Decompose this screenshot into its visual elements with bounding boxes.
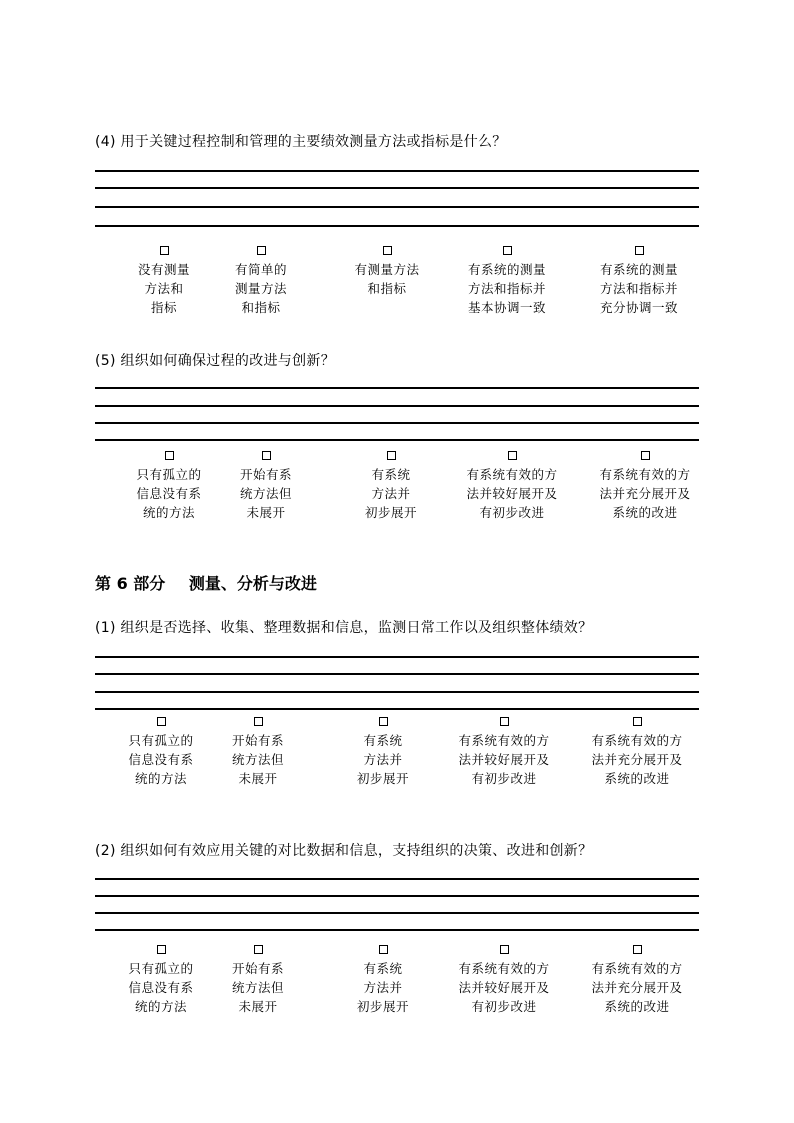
checkbox[interactable] bbox=[635, 246, 644, 255]
option-label: 有系统 方法并 初步展开 bbox=[356, 961, 409, 1014]
checkbox[interactable] bbox=[157, 717, 166, 726]
rating-option bbox=[191, 243, 331, 317]
question-number: (4) bbox=[95, 134, 116, 150]
rating-option bbox=[188, 714, 328, 788]
answer-line[interactable] bbox=[95, 225, 699, 227]
rating-option bbox=[317, 243, 457, 298]
rating-option bbox=[567, 714, 707, 788]
question-2 bbox=[95, 842, 592, 860]
answer-line[interactable] bbox=[95, 708, 699, 710]
checkbox[interactable] bbox=[508, 451, 517, 460]
checkbox[interactable] bbox=[500, 945, 509, 954]
rating-option bbox=[313, 714, 453, 788]
checkbox[interactable] bbox=[379, 717, 388, 726]
option-label: 开始有系 统方法但 未展开 bbox=[231, 961, 284, 1014]
checkbox[interactable] bbox=[254, 945, 263, 954]
answer-line[interactable] bbox=[95, 422, 699, 424]
option-label: 有简单的 测量方法 和指标 bbox=[234, 262, 287, 315]
option-label: 有系统的测量 方法和指标并 充分协调一致 bbox=[599, 262, 678, 315]
checkbox[interactable] bbox=[157, 945, 166, 954]
option-label: 开始有系 统方法但 未展开 bbox=[231, 733, 284, 786]
option-label: 有系统有效的方 法并充分展开及 系统的改进 bbox=[599, 467, 691, 520]
checkbox[interactable] bbox=[165, 451, 174, 460]
checkbox[interactable] bbox=[160, 246, 169, 255]
option-label: 只有孤立的 信息没有系 统的方法 bbox=[136, 467, 202, 520]
question-4 bbox=[95, 133, 507, 151]
rating-option bbox=[567, 942, 707, 1016]
question-number: (5) bbox=[95, 353, 116, 369]
option-label: 有系统 方法并 初步展开 bbox=[364, 467, 417, 520]
section-number: 第 6 部分 bbox=[95, 574, 166, 593]
option-label: 有测量方法 和指标 bbox=[354, 262, 420, 296]
option-label: 有系统有效的方 法并较好展开及 有初步改进 bbox=[458, 961, 550, 1014]
answer-line[interactable] bbox=[95, 405, 699, 407]
option-label: 有系统 方法并 初步展开 bbox=[356, 733, 409, 786]
option-label: 只有孤立的 信息没有系 统的方法 bbox=[128, 733, 194, 786]
rating-option bbox=[434, 942, 574, 1016]
option-label: 有系统有效的方 法并充分展开及 系统的改进 bbox=[591, 961, 683, 1014]
rating-option bbox=[442, 448, 582, 522]
option-label: 只有孤立的 信息没有系 统的方法 bbox=[128, 961, 194, 1014]
rating-option bbox=[575, 448, 715, 522]
answer-line[interactable] bbox=[95, 439, 699, 441]
checkbox[interactable] bbox=[633, 717, 642, 726]
checkbox[interactable] bbox=[254, 717, 263, 726]
checkbox[interactable] bbox=[503, 246, 512, 255]
question-1 bbox=[95, 619, 592, 637]
rating-option bbox=[313, 942, 453, 1016]
checkbox[interactable] bbox=[262, 451, 271, 460]
rating-option bbox=[196, 448, 336, 522]
answer-line[interactable] bbox=[95, 691, 699, 693]
answer-line[interactable] bbox=[95, 673, 699, 675]
rating-option bbox=[437, 243, 577, 317]
question-text: 组织是否选择、收集、整理数据和信息，监测日常工作以及组织整体绩效？ bbox=[120, 620, 593, 636]
checkbox[interactable] bbox=[387, 451, 396, 460]
answer-line[interactable] bbox=[95, 187, 699, 189]
option-label: 有系统有效的方 法并较好展开及 有初步改进 bbox=[458, 733, 550, 786]
checkbox[interactable] bbox=[500, 717, 509, 726]
checkbox[interactable] bbox=[633, 945, 642, 954]
option-label: 有系统的测量 方法和指标并 基本协调一致 bbox=[467, 262, 546, 315]
answer-line[interactable] bbox=[95, 929, 699, 931]
section-heading bbox=[95, 574, 317, 594]
rating-option bbox=[434, 714, 574, 788]
question-text: 组织如何确保过程的改进与创新？ bbox=[120, 353, 335, 369]
checkbox[interactable] bbox=[257, 246, 266, 255]
checkbox[interactable] bbox=[379, 945, 388, 954]
answer-line[interactable] bbox=[95, 878, 699, 880]
question-number: (1) bbox=[95, 620, 116, 636]
answer-line[interactable] bbox=[95, 170, 699, 172]
answer-line[interactable] bbox=[95, 895, 699, 897]
answer-line[interactable] bbox=[95, 656, 699, 658]
question-text: 用于关键过程控制和管理的主要绩效测量方法或指标是什么？ bbox=[120, 134, 507, 150]
checkbox[interactable] bbox=[383, 246, 392, 255]
checkbox[interactable] bbox=[641, 451, 650, 460]
answer-line[interactable] bbox=[95, 912, 699, 914]
option-label: 有系统有效的方 法并充分展开及 系统的改进 bbox=[591, 733, 683, 786]
question-5 bbox=[95, 352, 335, 370]
section-title: 测量、分析与改进 bbox=[188, 574, 317, 593]
question-number: (2) bbox=[95, 843, 116, 859]
answer-line[interactable] bbox=[95, 206, 699, 208]
rating-option bbox=[569, 243, 709, 317]
option-label: 没有测量 方法和 指标 bbox=[137, 262, 190, 315]
question-text: 组织如何有效应用关键的对比数据和信息，支持组织的决策、改进和创新？ bbox=[120, 843, 593, 859]
option-label: 开始有系 统方法但 未展开 bbox=[239, 467, 292, 520]
answer-line[interactable] bbox=[95, 387, 699, 389]
rating-option bbox=[321, 448, 461, 522]
rating-option bbox=[188, 942, 328, 1016]
option-label: 有系统有效的方 法并较好展开及 有初步改进 bbox=[466, 467, 558, 520]
